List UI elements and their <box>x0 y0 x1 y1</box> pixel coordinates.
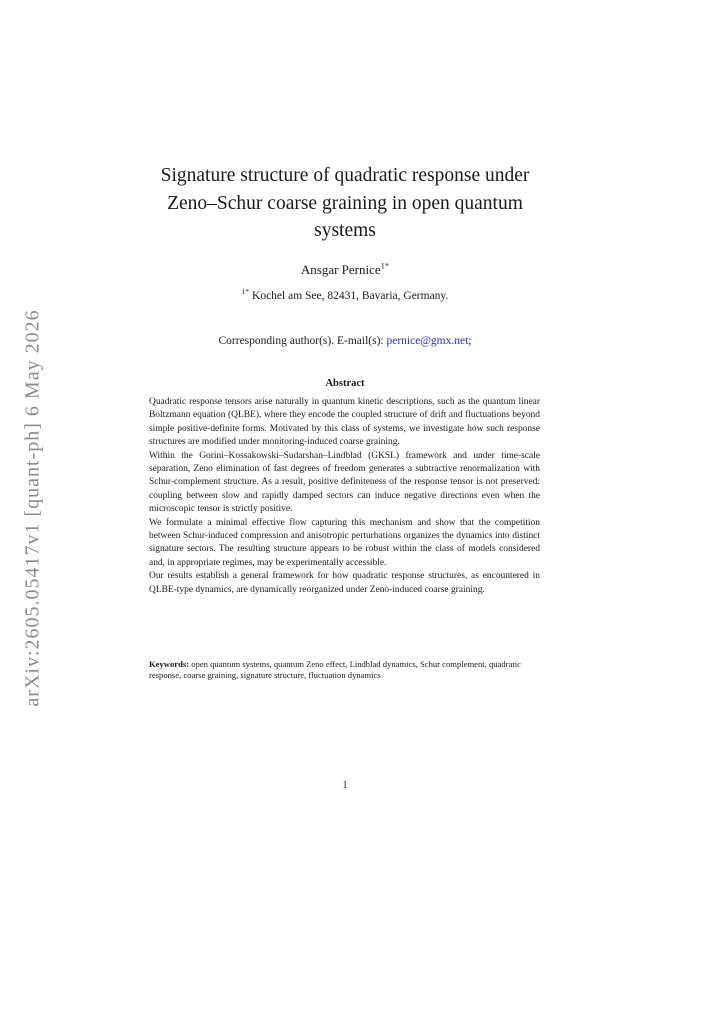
affiliation-marker: 1* <box>241 287 250 297</box>
abstract-paragraph: Within the Gorini–Kossakowski–Sudarshan–Lindblad (GKSL) framework and under time-scale separation, Zeno elimination of fast degrees of freedom generates a subtractive renormalization with Schur-complement structure. As a result, positive definiteness of the response tensor is not preserved: coupling between slow and rapidly damped sectors can induce negative directions even when the microscopic tensor is strictly positive. <box>149 450 540 515</box>
page-number: 1 <box>342 780 348 791</box>
keywords-block <box>149 659 540 681</box>
affiliation-text: Kochel am See, 82431, Bavaria, Germany. <box>249 290 449 302</box>
affiliation-line <box>140 287 550 302</box>
abstract-paragraph: Our results establish a general framework for how quadratic response structures, as encountered in QLBE-type dynamics, are dynamically reorganized under Zeno-induced coarse graining. <box>149 571 540 595</box>
abstract-body <box>149 396 540 597</box>
author-name: Ansgar Pernice <box>300 262 381 277</box>
keywords-text: open quantum systems, quantum Zeno effect, Lindblad dynamics, Schur complement, quadratic response, coarse graining, signature structure, fluctuation dynamics <box>149 659 521 681</box>
author-line <box>140 262 550 278</box>
author-marker: 1* <box>380 260 390 271</box>
email-link[interactable]: pernice@gmx.net <box>386 335 469 347</box>
arxiv-identifier-stamp: arXiv:2605.05417v1 [quant-ph] 6 May 2026 <box>21 309 44 707</box>
corresponding-author-line <box>140 335 550 347</box>
corresponding-suffix: ; <box>468 335 472 347</box>
abstract-paragraph: We formulate a minimal effective flow capturing this mechanism and show that the competition between Schur-induced compression and anisotropic perturbations organizes the dynamics into distinct signature sectors. The resulting structure appears to be robust within the class of models considered and, in appropriate regimes, may be experimentally accessible. <box>149 517 540 568</box>
keywords-label: Keywords: <box>149 659 190 669</box>
corresponding-label: Corresponding author(s). E-mail(s): <box>218 335 387 347</box>
paper-title: Signature structure of quadratic response under Zeno–Schur coarse graining in open quantum systems <box>160 165 530 241</box>
abstract-heading: Abstract <box>325 378 365 389</box>
abstract-paragraph: Quadratic response tensors arise naturally in quantum kinetic descriptions, such as the quantum linear Boltzmann equation (QLBE), where they encode the coupled structure of drift and fluctuations beyond simple positive-definite forms. Motivated by this class of systems, we investigate how such response structures are modified under monitoring-induced coarse graining. <box>149 397 540 448</box>
